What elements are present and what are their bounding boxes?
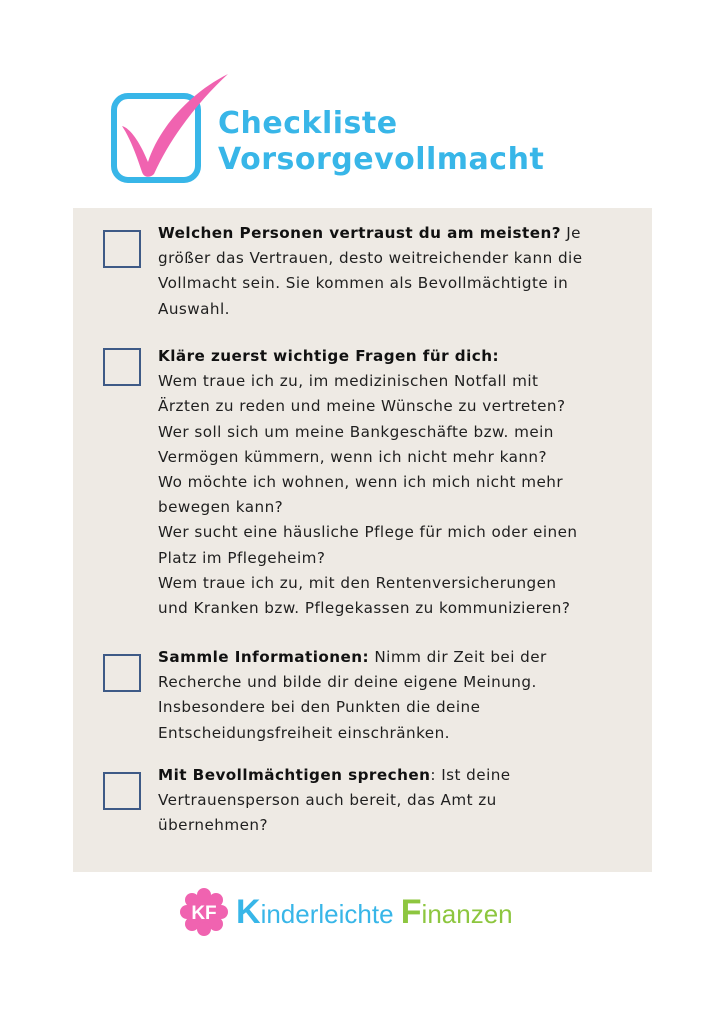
brand-word-1: inderleichte (260, 899, 401, 929)
item-line: Auswahl. (158, 299, 230, 318)
brand-name (236, 892, 513, 934)
item-line: Je (560, 224, 581, 242)
item-line: Platz im Pflegeheim? (158, 548, 326, 567)
item-line: Wem traue ich zu, mit den Rentenversicherungen (158, 573, 557, 592)
item-line: Wer sucht eine häusliche Pflege für mich oder einen (158, 523, 578, 542)
item-line: Entscheidungsfreiheit einschränken. (158, 723, 450, 742)
brand-letter-k: K (236, 893, 261, 931)
item-line: Wem traue ich zu, im medizinischen Notfall mit (158, 372, 539, 391)
checklist-item-text (158, 763, 633, 839)
title-line-1: Checkliste (218, 106, 398, 141)
item-line: Vollmacht sein. Sie kommen als Bevollmächtigte in (158, 274, 569, 293)
item-line: größer das Vertrauen, desto weitreichender kann die (158, 249, 583, 268)
brand-logo (180, 888, 540, 936)
header (110, 70, 630, 190)
item-line: : Ist deine (430, 766, 511, 784)
item-heading: Mit Bevollmächtigen sprechen (158, 766, 431, 784)
checkbox[interactable] (103, 230, 141, 268)
checkbox-checkmark-icon (110, 70, 235, 188)
page-title (218, 106, 544, 178)
item-line: Ärzten zu reden und meine Wünsche zu vertreten? (158, 397, 566, 416)
logo-badge-text: KF (191, 903, 217, 924)
item-line: Wer soll sich um meine Bankgeschäfte bzw. mein (158, 422, 554, 441)
checklist-item-text (158, 344, 633, 621)
title-line-2: Vorsorgevollmacht (218, 142, 545, 177)
brand-word-2: inanzen (421, 899, 513, 929)
item-line: übernehmen? (158, 816, 268, 835)
checkbox[interactable] (103, 772, 141, 810)
item-line: Nimm dir Zeit bei der (369, 648, 547, 666)
item-line: Recherche und bilde dir deine eigene Meinung. (158, 673, 537, 692)
item-heading: Kläre zuerst wichtige Fragen für dich: (158, 347, 499, 365)
checklist-item-text (158, 221, 633, 322)
checklist-item-text (158, 645, 633, 746)
checklist-panel (73, 208, 652, 872)
item-line: Vermögen kümmern, wenn ich nicht mehr kann? (158, 447, 548, 466)
item-heading: Welchen Personen vertraust du am meisten? (158, 224, 561, 242)
item-heading: Sammle Informationen: (158, 648, 370, 666)
checkbox[interactable] (103, 348, 141, 386)
flower-badge-icon (180, 888, 228, 936)
brand-letter-f: F (400, 893, 422, 931)
item-line: Vertrauensperson auch bereit, das Amt zu (158, 791, 497, 810)
item-line: und Kranken bzw. Pflegekassen zu kommunizieren? (158, 599, 571, 618)
item-line: bewegen kann? (158, 498, 284, 517)
item-line: Wo möchte ich wohnen, wenn ich mich nicht mehr (158, 473, 564, 492)
item-line: Insbesondere bei den Punkten die deine (158, 698, 481, 717)
checkbox[interactable] (103, 654, 141, 692)
